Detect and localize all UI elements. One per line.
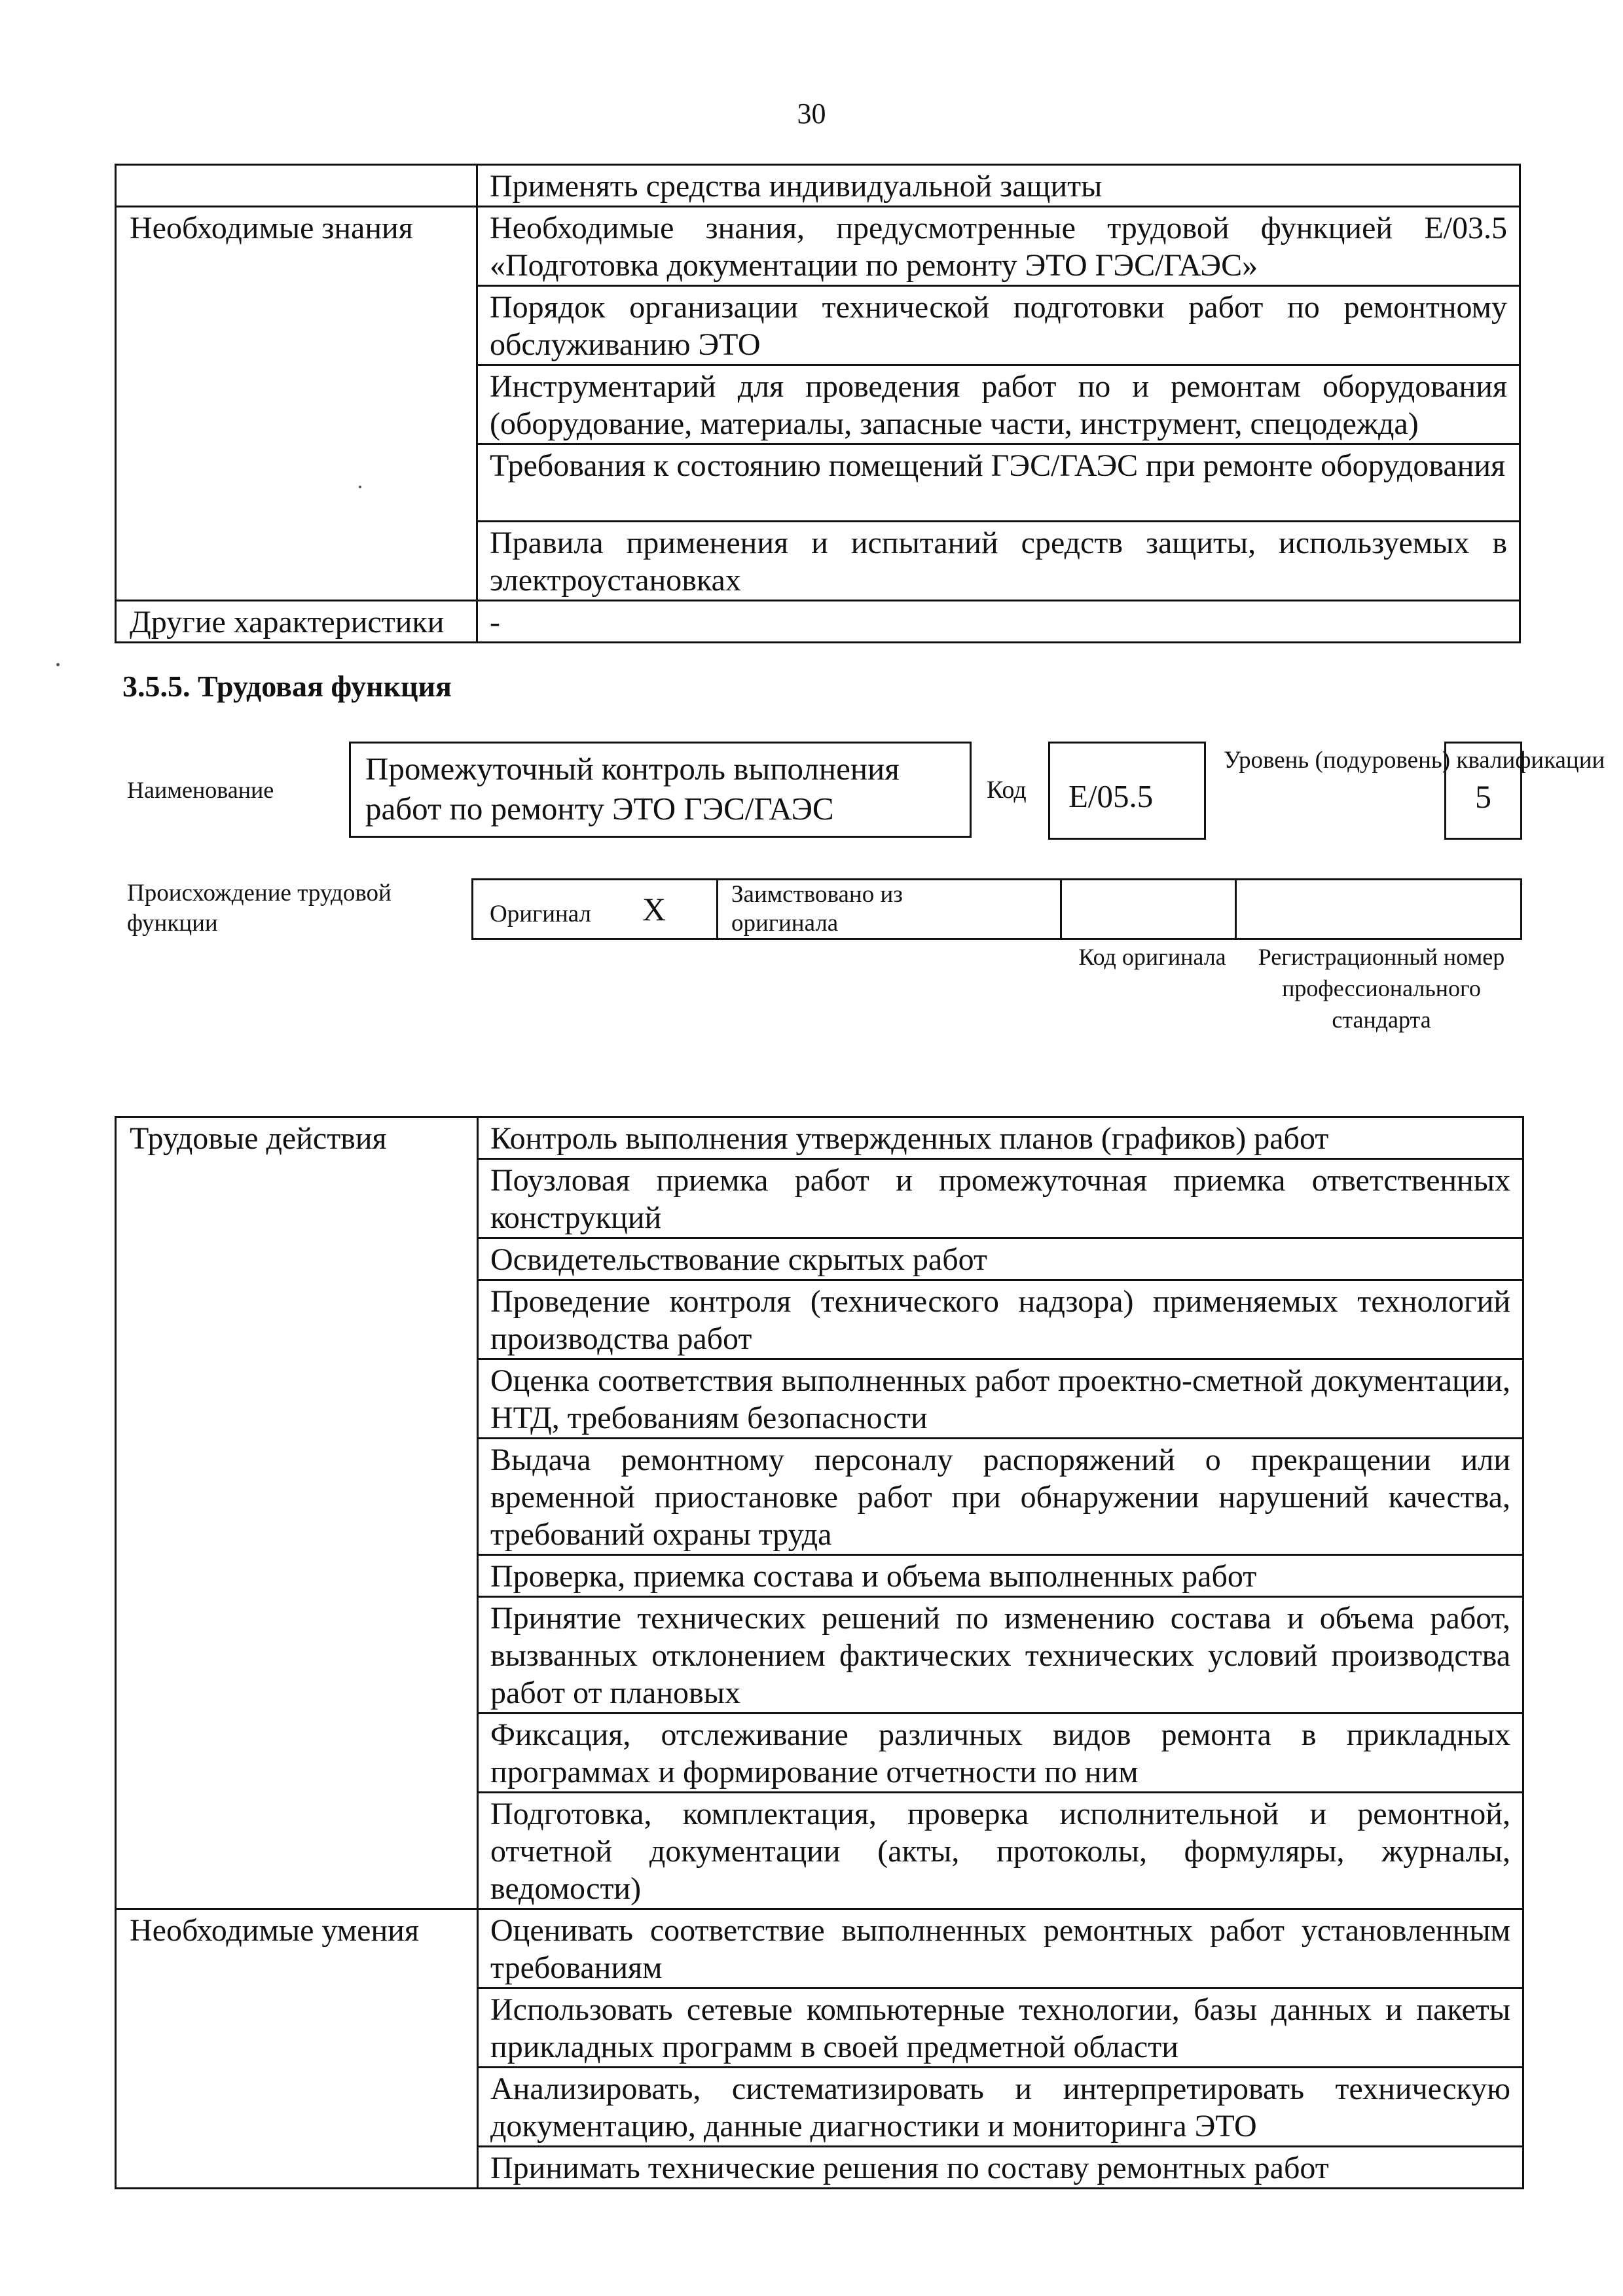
table-cell: Порядок организации технической подготовки работ по ремонтному обслуживанию ЭТО [477,286,1520,365]
qualification-level-box: 5 [1444,742,1522,840]
table-cell: Анализировать, систематизировать и интерпретировать техническую документацию, данные диагностики и мониторинга ЭТО [478,2068,1523,2147]
table-cell: Проверка, приемка состава и объема выполненных работ [478,1555,1523,1597]
skills-label: Необходимые умения [116,1909,478,2189]
origin-mark: X [642,891,666,927]
empty-label-cell [116,165,477,207]
section-title: 3.5.5. Трудовая функция [122,670,452,703]
origin-original-label: Оригинал [490,901,592,927]
table-cell: Поузловая приемка работ и промежуточная приемка ответственных конструкций [478,1159,1523,1238]
origin-label: Происхождение трудовой функции [127,880,392,937]
other-characteristics-label: Другие характеристики [116,601,477,643]
function-name-box: Промежуточный контроль выполнения работ по ремонту ЭТО ГЭС/ГАЭС [349,742,972,838]
actions-label: Трудовые действия [116,1117,478,1909]
code-original-label: Код оригинала [1078,944,1226,970]
origin-original-cell [473,880,718,938]
name-label: Наименование [127,777,274,803]
qualification-level-label: Уровень (подуровень) квалификации [1224,747,1605,774]
other-characteristics-value: - [477,601,1520,643]
table-cell: Принимать технические решения по составу ремонтных работ [478,2147,1523,2189]
table-cell: Подготовка, комплектация, проверка исполнительной и ремонтной, отчетной документации (акты, протоколы, формуляры, журналы, ведомости) [478,1793,1523,1909]
table-cell: Использовать сетевые компьютерные технологии, базы данных и пакеты прикладных программ в своей предметной области [478,1988,1523,2068]
table-cell: Правила применения и испытаний средств защиты, используемых в электроустановках [477,522,1520,601]
table-cell: Инструментарий для проведения работ по и ремонтам оборудования (оборудование, материалы, запасные части, инструмент, спецодежда) [477,365,1520,444]
code-label: Код [987,776,1027,804]
table-cell: Необходимые знания, предусмотренные трудовой функцией E/03.5 «Подготовка документации по ремонту ЭТО ГЭС/ГАЭС» [477,207,1520,286]
labor-actions-table [115,1116,1524,2189]
code-original-cell [1062,880,1237,938]
origin-borrowed-cell [718,880,1062,938]
reg-number-cell [1237,880,1524,938]
reg-number-label: Регистрационный номер профессионального стандарта [1258,944,1505,1033]
table-cell: Принятие технических решений по изменению состава и объема работ, вызванных отклонением фактических технических условий производства работ от плановых [478,1597,1523,1713]
origin-borrowed-label: Заимствовано из оригинала [731,881,903,937]
knowledge-table [115,164,1521,643]
table-cell: Применять средства индивидуальной защиты [477,165,1520,207]
table-cell: Проведение контроля (технического надзора) применяемых технологий производства работ [478,1280,1523,1359]
origin-row [471,878,1522,940]
table-cell: Оценивать соответствие выполненных ремонтных работ установленным требованиям [478,1909,1523,1988]
table-cell: Оценка соответствия выполненных работ проектно-сметной документации, НТД, требованиям безопасности [478,1359,1523,1439]
table-cell: Выдача ремонтному персоналу распоряжений о прекращении или временной приостановке работ при обнаружении нарушений качества, требований охраны труда [478,1439,1523,1555]
page-number: 30 [797,98,826,130]
table-cell: Требования к состоянию помещений ГЭС/ГАЭС при ремонте оборудования [477,444,1520,522]
table-cell: Фиксация, отслеживание различных видов ремонта в прикладных программах и формирование отчетности по ним [478,1713,1523,1793]
code-box: E/05.5 [1048,742,1206,840]
scan-speck [359,486,361,488]
knowledge-label: Необходимые знания [116,207,477,601]
table-cell: Контроль выполнения утвержденных планов (графиков) работ [478,1117,1523,1159]
table-cell: Освидетельствование скрытых работ [478,1238,1523,1280]
scan-speck [56,663,60,666]
